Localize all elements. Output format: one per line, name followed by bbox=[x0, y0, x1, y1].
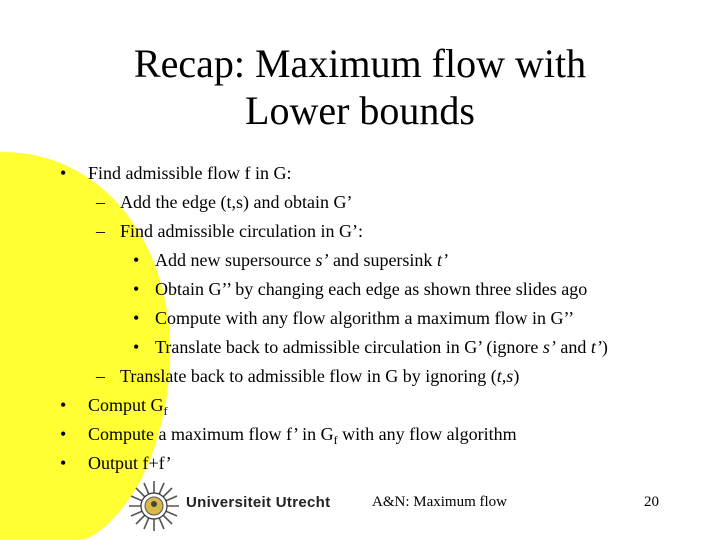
subsub-obtain-g2: Obtain G’’ by changing each edge as shown three slides ago bbox=[155, 279, 588, 299]
bullet-marker: • bbox=[60, 424, 67, 444]
bullet-compute-residual bbox=[88, 394, 168, 418]
sub-find-circulation: Find admissible circulation in G’: bbox=[120, 221, 363, 241]
footer-course: A&N: Maximum flow bbox=[372, 494, 507, 510]
subsub-add-supersource bbox=[155, 249, 448, 271]
subscript: f bbox=[163, 404, 168, 418]
text-part-italic: s’ bbox=[542, 337, 556, 357]
bullet-marker: • bbox=[133, 308, 140, 328]
text-part: Translate back to admissible circulation in G’ (ignore bbox=[155, 337, 543, 357]
text-part: with any flow algorithm bbox=[337, 424, 517, 444]
dash-marker: – bbox=[96, 366, 105, 386]
sub-add-edge-text: Add the edge (t,s) and obtain G’ bbox=[120, 192, 353, 212]
bullet-marker: • bbox=[60, 163, 67, 183]
title-line-1: Recap: Maximum flow with bbox=[133, 41, 587, 86]
text-part: and supersink bbox=[328, 250, 437, 270]
text-part: Comput G bbox=[88, 395, 164, 415]
bullet-find-flow: Find admissible flow f in G: bbox=[88, 163, 292, 183]
text-part: Translate back to admissible flow in G by ignoring ( bbox=[120, 366, 497, 386]
text-part: ) bbox=[601, 337, 608, 357]
page-number: 20 bbox=[644, 494, 659, 510]
text-part-italic: t’ bbox=[590, 337, 602, 357]
text-part: ) bbox=[513, 366, 520, 386]
dash-marker: – bbox=[96, 221, 105, 241]
text-part-italic: s’ bbox=[315, 250, 329, 270]
dash-marker: – bbox=[96, 192, 105, 212]
bullet-marker: • bbox=[133, 250, 140, 270]
text-part: Add new supersource bbox=[155, 250, 316, 270]
university-name: Universiteit Utrecht bbox=[186, 494, 331, 511]
bullet-marker: • bbox=[133, 279, 140, 299]
text-part: Compute a maximum flow f’ in G bbox=[88, 424, 334, 444]
subscript: f bbox=[333, 433, 338, 447]
text-part-italic: t,s bbox=[496, 366, 514, 386]
bullet-output: Output f+f’ bbox=[88, 453, 172, 473]
university-seal-logo bbox=[126, 480, 182, 532]
bullet-marker: • bbox=[60, 453, 67, 473]
bullet-marker: • bbox=[133, 337, 140, 357]
text-part-italic: t’ bbox=[436, 250, 448, 270]
sub-translate-flow bbox=[120, 365, 519, 387]
bullet-marker: • bbox=[60, 395, 67, 415]
text-part: and bbox=[555, 337, 591, 357]
title-line-2: Lower bounds bbox=[245, 88, 475, 133]
subsub-compute-max-flow: Compute with any flow algorithm a maximum flow in G’’ bbox=[155, 308, 575, 328]
subsub-translate-circulation bbox=[155, 336, 608, 358]
bullet-compute-max-flow bbox=[88, 423, 517, 447]
sub-add-edge bbox=[120, 191, 352, 213]
